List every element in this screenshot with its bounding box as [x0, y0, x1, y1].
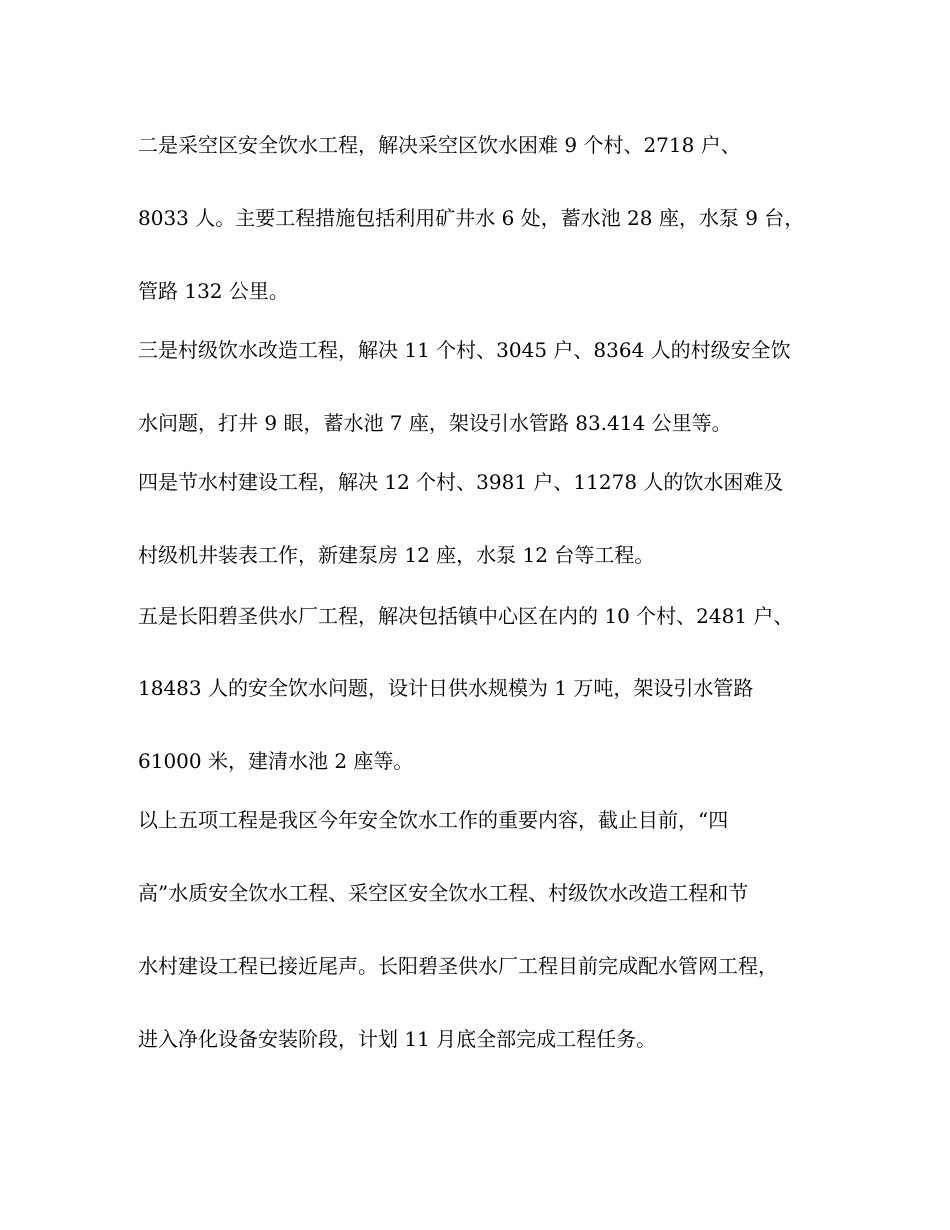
text-line-5: 水问题，打井 9 眼，蓄水池 7 座，架设引水管路 83.414 公里等。	[138, 411, 732, 435]
text-line-13: 水村建设工程已接近尾声。长阳碧圣供水厂工程目前完成配水管网工程，	[138, 954, 778, 978]
text-line-3: 管路 132 公里。	[138, 279, 289, 303]
text-line-6: 四是节水村建设工程，解决 12 个村、3981 户、11278 人的饮水困难及	[138, 470, 784, 494]
text-line-7: 村级机井装表工作，新建泵房 12 座，水泵 12 台等工程。	[138, 543, 655, 567]
text-line-1: 二是采空区安全饮水工程，解决采空区饮水困难 9 个村、2718 户、	[138, 133, 741, 157]
text-line-10: 61000 米，建清水池 2 座等。	[138, 749, 414, 773]
text-line-14: 进入净化设备安装阶段，计划 11 月底全部完成工程任务。	[138, 1027, 657, 1051]
text-line-9: 18483 人的安全饮水问题，设计日供水规模为 1 万吨，架设引水管路	[138, 676, 754, 700]
text-line-12: 高”水质安全饮水工程、采空区安全饮水工程、村级饮水改造工程和节	[138, 881, 749, 905]
text-line-8: 五是长阳碧圣供水厂工程，解决包括镇中心区在内的 10 个村、2481 户、	[138, 604, 794, 628]
text-line-4: 三是村级饮水改造工程，解决 11 个村、3045 户、8364 人的村级安全饮	[138, 338, 791, 362]
text-line-11: 以上五项工程是我区今年安全饮水工作的重要内容，截止目前，“四	[138, 808, 729, 832]
text-line-2: 8033 人。主要工程措施包括利用矿井水 6 处，蓄水池 28 座，水泵 9 台，	[138, 206, 805, 230]
